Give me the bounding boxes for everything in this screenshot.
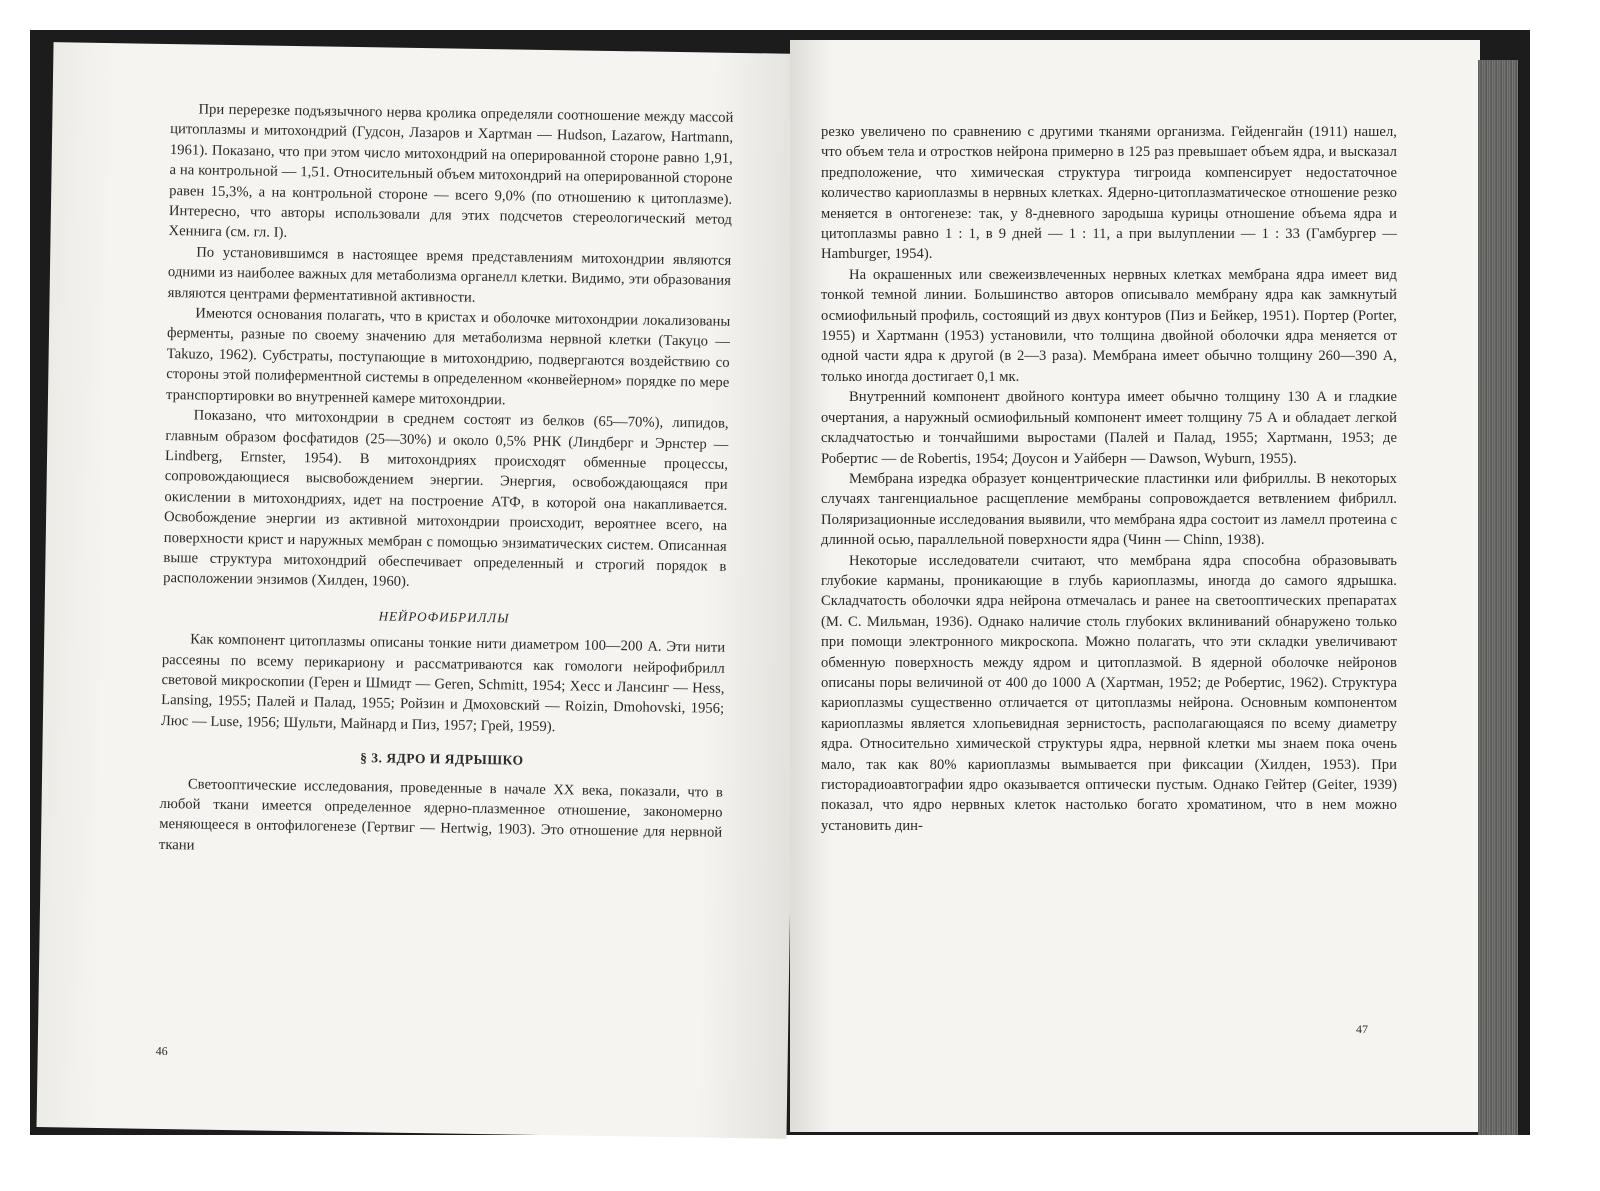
paragraph: Имеются основания полагать, что в кристах и оболочке митохондрии локализованы ферменты, разные по своему значению для метаболизма нервной клетки (Такуцо — Takuzo, 1962). Субстраты, поступающие в митохондрию, подвергаются воздействию со стороны этой полиферментной системы в определенном «конвейерном» порядке по мере транспортировки во внутренней камере митохондрии. — [165, 305, 731, 409]
paragraph: Некоторые исследователи считают, что мембрана ядра способна образовывать глубокие карманы, проникающие в глубь кариоплазмы, иногда до самого ядрышка. Складчатость оболочки ядра нейрона отмечалась и ранее на светооптических препаратах (М. С. Мильман, 1936). Однако наличие столь глубоких вклиниваний обнаружено только при помощи электронного микроскопа. Можно полагать, что эти складки увеличивают обменную поверхность между ядром и цитоплазмой. В ядерной оболочке нейронов описаны поры величиной от 400 до 1000 А (Хартман, 1952; де Робертис, 1962). Структура кариоплазмы существенно отличается от цитоплазмы нейрона. Основным компонентом кариоплазмы является хлопьевидная зернистость, располагающаяся по всему диаметру ядра. Относительно химической структуры ядра, нервной клетки мы знаем пока очень мало, так как 80% кариоплазмы вымывается при фиксации (Хилден, 1953). При гисторадиоавтографии ядро оказывается оптически пустым. Однако Гейтер (Geiter, 1939) показал, что ядро нервных клеток настолько богато хроматином, что в нем можно установить дин- — [821, 552, 1397, 834]
paragraph: Мембрана изредка образует концентрические пластинки или фибриллы. В некоторых случаях тангенциальное расщепление мембраны сопровождается ветвлением фибрилл. Поляризационные исследования выявили, что мембрана ядра состоит из ламелл протеина с длинной осью, параллельной поверхности ядра (Чинн — Chinn, 1938). — [821, 470, 1397, 549]
book-page-edges — [1478, 60, 1518, 1135]
paragraph: резко увеличено по сравнению с другими тканями организма. Гейденгайн (1911) нашел, что объем тела и отростков нейрона примерно в 125 раз превышает объем ядра, и высказал предположение, что химическая структура тигроида компенсирует недостаточное количество кариоплазмы в нервных клетках. Ядерно-цитоплазматическое отношение резко меняется в онтогенезе: так, у 8-дневного зародыша курицы отношение объема ядра и цитоплазмы равно 1 : 1, в 9 дней — 1 : 11, а при вылуплении — 1 : 33 (Гамбургер — Hamburger, 1954). — [821, 124, 1397, 263]
subheading: НЕЙРОФИБРИЛЛЫ — [378, 608, 510, 626]
page-number: 47 — [1356, 1022, 1368, 1036]
paragraph: Как компонент цитоплазмы описаны тонкие нити диаметром 100—200 А. Эти нити рассеяны по всему перикариону и рассматриваются как гомологи нейрофибрилл световой микроскопии (Герен и Шмидт — Geren, Schmitt, 1954; Хесс и Лансинг — Hess, Lansing, 1955; Палей и Палад, 1955; Ройзин и Дмоховский — Roizin, Dmohovski, 1956; Люс — Luse, 1956; Шульти, Майнард и Пиз, 1957; Грей, 1959). — [160, 631, 726, 735]
section-heading: § 3. ЯДРО И ЯДРЫШКО — [360, 750, 524, 768]
paragraph: При перерезке подъязычного нерва кролика определяли соотношение между массой цитоплазмы и митохондрий (Гудсон, Лазаров и Хартман — Hudson, Lazarow, Hartmann, 1961). Показано, что при этом число митохондрий на оперированной стороне равно 1,91, а на контрольной — 1,51. Относительный объем митохондрий на оперированной стороне равен 15,3%, а на контрольной стороне — всего 9,0% (по отношению к цитоплазме). Интересно, что авторы использовали для этих подсчетов стереологический метод Хеннига (см. гл. I). — [168, 101, 734, 242]
paragraph: По установившимся в настоящее время представлениям митохондрии являются одними из наиболее важных для метаболизма органелл клетки. Видимо, эти образования являются центрами ферментативной активности. — [167, 244, 732, 306]
right-page — [790, 40, 1480, 1132]
paragraph: Показано, что митохондрии в среднем состоят из белков (65—70%), липидов, главным образом фосфатидов (25—30%) и около 0,5% РНК (Линдберг и Эрнстер — Lindberg, Ernster, 1954). В митохондриях происходят обменные процессы, сопровождающиеся высвобождением энергии. Энергия, освобождающаяся при окислении в митохондриях, идет на построение АТФ, в которой она накапливается. Освобождение энергии из активной митохондрии происходит, вероятнее всего, на поверхности крист и наружных мембран с помощью энзиматических систем. Описанная выше структура митохондрий обеспечивает определенный и строгий порядок в расположении энзимов (Хилден, 1960). — [163, 407, 729, 591]
paragraph: Светооптические исследования, проведенные в начале XX века, показали, что в любой ткани имеется определенное ядерно-плазменное отношение, закономерно меняющееся в онтофилогенезе (Гертвиг — Hertwig, 1903). Это отношение для нервной ткани — [158, 775, 723, 854]
right-page-text — [821, 122, 1397, 836]
paragraph: Внутренний компонент двойного контура имеет обычно толщину 130 А и гладкие очертания, а наружный осмиофильный компонент имеет толщину 75 А и обладает легкой складчатостью и тончайшими выростами (Палей и Палад, 1955; Хартманн, 1953; де Робертис — de Robertis, 1954; Доусон и Уайберн — Dawson, Wyburn, 1955). — [821, 389, 1397, 467]
left-page-text — [159, 99, 734, 864]
page-number: 46 — [155, 1043, 168, 1059]
left-page — [37, 42, 804, 1139]
paragraph: На окрашенных или свежеизвлеченных нервных клетках мембрана ядра имеет вид тонкой темной линии. Большинство авторов описывало мембрану ядра как замкнутый осмиофильный профиль, состоящий из двух контуров (Пиз и Бейкер, 1951). Портер (Porter, 1955) и Хартманн (1953) установили, что толщина двойной оболочки ядра меняется от одной части ядра к другой (в 2—3 раза). Мембрана имеет обычно толщину 260—390 А, только иногда достигает 0,1 мк. — [821, 266, 1397, 385]
